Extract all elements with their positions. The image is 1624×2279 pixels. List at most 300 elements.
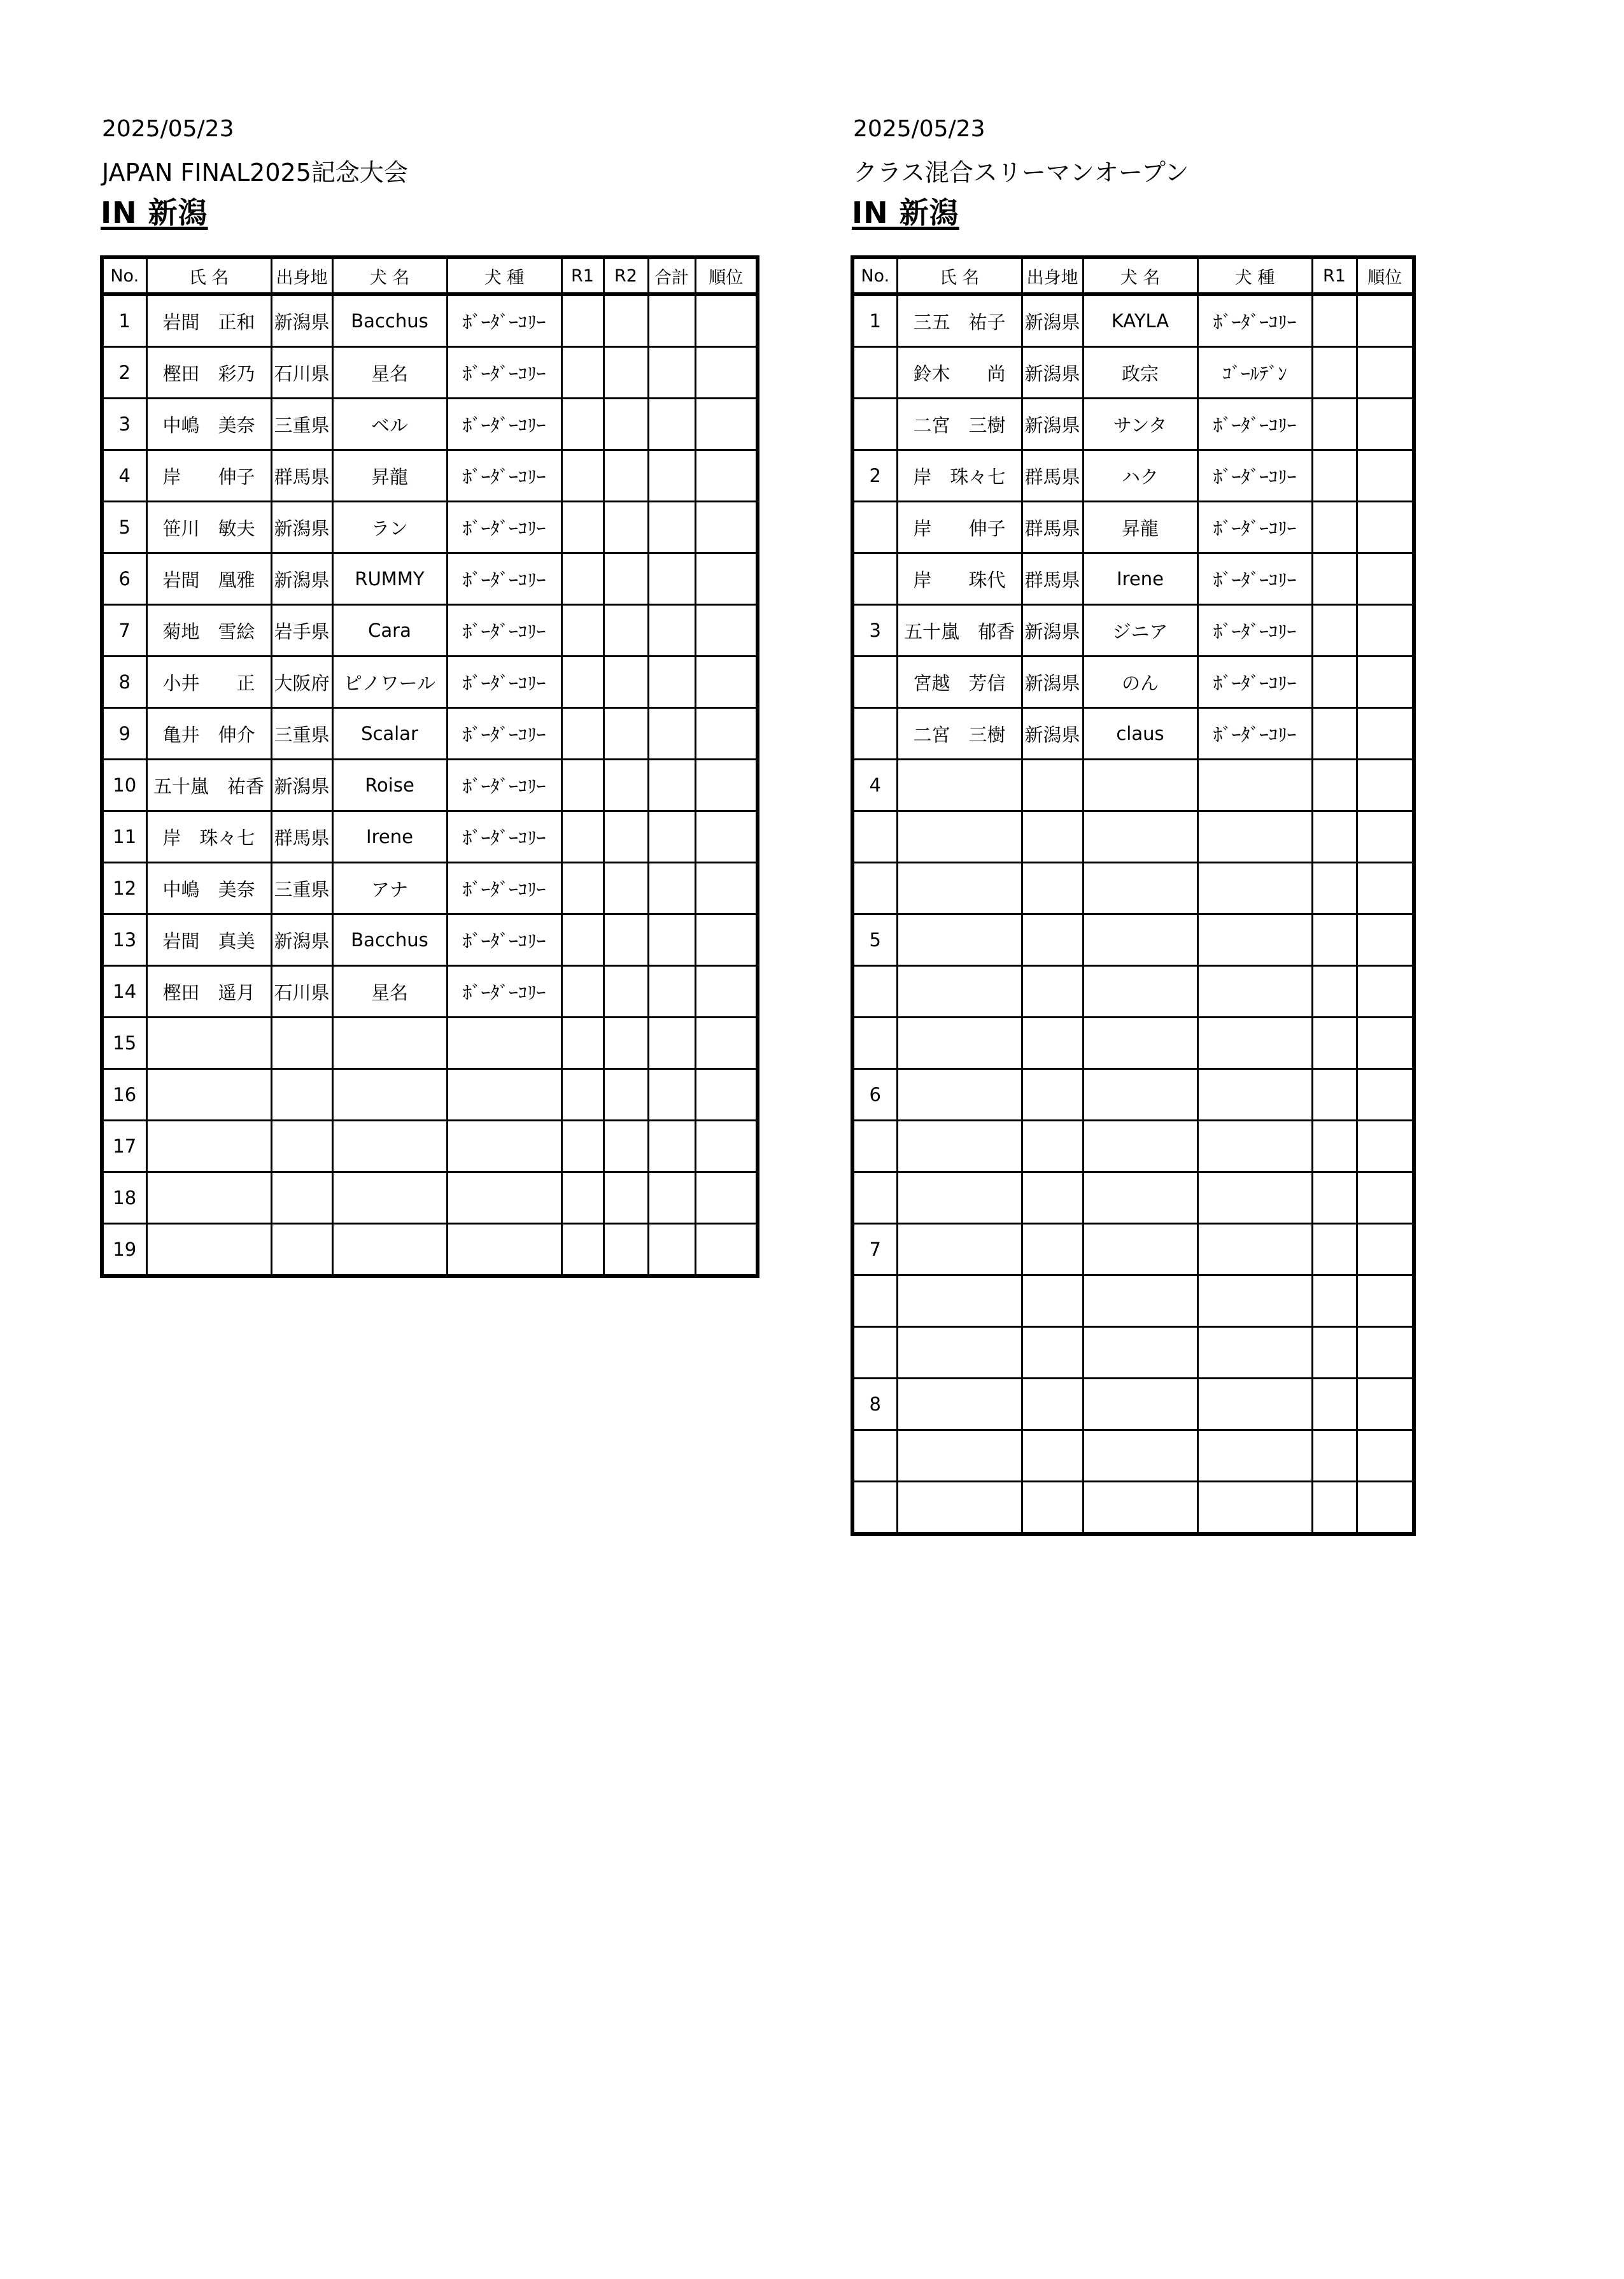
table-row bbox=[852, 863, 1414, 914]
origin-cell: 新潟県 bbox=[271, 553, 332, 605]
rank-cell bbox=[695, 760, 758, 811]
origin-cell: 新潟県 bbox=[1022, 347, 1083, 399]
no-cell bbox=[852, 1121, 897, 1172]
table-row bbox=[102, 605, 758, 657]
left-venue: IN 新潟 bbox=[101, 195, 208, 230]
rank-cell bbox=[1357, 760, 1414, 811]
r2-cell bbox=[604, 1172, 648, 1224]
dog-name-cell: のん bbox=[1083, 657, 1197, 708]
origin-cell bbox=[1022, 1327, 1083, 1379]
dog-name-cell bbox=[1083, 760, 1197, 811]
r2-cell bbox=[604, 450, 648, 502]
table-row bbox=[852, 657, 1414, 708]
name-cell: 岸 珠々七 bbox=[146, 811, 271, 863]
table-row bbox=[852, 1327, 1414, 1379]
no-cell bbox=[852, 863, 897, 914]
breed-cell: ﾎﾞｰﾀﾞｰｺﾘｰ bbox=[1197, 657, 1312, 708]
name-cell bbox=[897, 1430, 1022, 1482]
origin-cell: 大阪府 bbox=[271, 657, 332, 708]
table-row bbox=[852, 294, 1414, 347]
r1-cell bbox=[1312, 502, 1357, 553]
name-cell: 樫田 遥月 bbox=[146, 966, 271, 1018]
origin-cell: 新潟県 bbox=[271, 760, 332, 811]
breed-cell bbox=[1197, 760, 1312, 811]
r1-cell bbox=[1312, 1327, 1357, 1379]
total-cell bbox=[648, 1172, 695, 1224]
dog-name-cell: 星名 bbox=[332, 966, 447, 1018]
r2-cell bbox=[604, 502, 648, 553]
r2-cell bbox=[604, 966, 648, 1018]
breed-cell: ﾎﾞｰﾀﾞｰｺﾘｰ bbox=[1197, 708, 1312, 760]
table-row bbox=[102, 863, 758, 914]
origin-cell: 三重県 bbox=[271, 863, 332, 914]
origin-cell: 三重県 bbox=[271, 708, 332, 760]
name-cell bbox=[146, 1069, 271, 1121]
rank-cell bbox=[1357, 1018, 1414, 1069]
breed-cell: ﾎﾞｰﾀﾞｰｺﾘｰ bbox=[447, 450, 561, 502]
rank-cell bbox=[1357, 1379, 1414, 1430]
breed-cell: ﾎﾞｰﾀﾞｰｺﾘｰ bbox=[447, 811, 561, 863]
no-cell: 5 bbox=[852, 914, 897, 966]
dog-name-cell bbox=[1083, 1018, 1197, 1069]
left-date: 2025/05/23 bbox=[102, 116, 234, 142]
r2-cell bbox=[604, 1069, 648, 1121]
no-cell bbox=[852, 553, 897, 605]
table-row bbox=[102, 811, 758, 863]
total-cell bbox=[648, 605, 695, 657]
origin-cell: 新潟県 bbox=[271, 294, 332, 347]
table-row bbox=[852, 605, 1414, 657]
rank-cell bbox=[1357, 811, 1414, 863]
table-row bbox=[102, 1121, 758, 1172]
total-cell bbox=[648, 760, 695, 811]
table-row bbox=[102, 347, 758, 399]
table-row bbox=[852, 966, 1414, 1018]
no-cell bbox=[852, 811, 897, 863]
r1-cell bbox=[1312, 1482, 1357, 1535]
origin-cell bbox=[1022, 1482, 1083, 1535]
origin-cell bbox=[1022, 1430, 1083, 1482]
origin-cell: 新潟県 bbox=[1022, 657, 1083, 708]
origin-cell: 新潟県 bbox=[271, 914, 332, 966]
r1-cell bbox=[1312, 1275, 1357, 1327]
name-cell: 岩間 凰雅 bbox=[146, 553, 271, 605]
r1-cell bbox=[561, 1121, 604, 1172]
right-header-no: No. bbox=[852, 257, 897, 294]
rank-cell bbox=[1357, 966, 1414, 1018]
right-entry-table bbox=[851, 255, 1416, 1536]
no-cell bbox=[852, 1275, 897, 1327]
origin-cell bbox=[1022, 760, 1083, 811]
dog-name-cell: ベル bbox=[332, 399, 447, 450]
origin-cell: 新潟県 bbox=[271, 502, 332, 553]
name-cell: 岩間 正和 bbox=[146, 294, 271, 347]
origin-cell: 新潟県 bbox=[1022, 399, 1083, 450]
name-cell: 岩間 真美 bbox=[146, 914, 271, 966]
name-cell bbox=[897, 1172, 1022, 1224]
dog-name-cell: Scalar bbox=[332, 708, 447, 760]
breed-cell bbox=[1197, 1430, 1312, 1482]
breed-cell: ﾎﾞｰﾀﾞｰｺﾘｰ bbox=[1197, 294, 1312, 347]
name-cell: 中嶋 美奈 bbox=[146, 399, 271, 450]
left-header-no: No. bbox=[102, 257, 146, 294]
left-header-breed: 犬 種 bbox=[447, 257, 561, 294]
left-header-r2: R2 bbox=[604, 257, 648, 294]
rank-cell bbox=[695, 502, 758, 553]
table-row bbox=[102, 760, 758, 811]
no-cell: 10 bbox=[102, 760, 146, 811]
dog-name-cell: Bacchus bbox=[332, 914, 447, 966]
name-cell: 五十嵐 祐香 bbox=[146, 760, 271, 811]
dog-name-cell bbox=[1083, 1224, 1197, 1275]
table-row bbox=[102, 914, 758, 966]
table-row bbox=[852, 1172, 1414, 1224]
rank-cell bbox=[695, 450, 758, 502]
origin-cell bbox=[271, 1069, 332, 1121]
r1-cell bbox=[561, 502, 604, 553]
table-row bbox=[852, 450, 1414, 502]
name-cell: 岸 伸子 bbox=[897, 502, 1022, 553]
table-row bbox=[852, 347, 1414, 399]
rank-cell bbox=[1357, 1224, 1414, 1275]
no-cell: 3 bbox=[852, 605, 897, 657]
left-header-total: 合計 bbox=[648, 257, 695, 294]
name-cell bbox=[897, 1379, 1022, 1430]
origin-cell bbox=[1022, 1379, 1083, 1430]
table-row bbox=[102, 657, 758, 708]
origin-cell: 群馬県 bbox=[1022, 450, 1083, 502]
no-cell bbox=[852, 399, 897, 450]
rank-cell bbox=[1357, 657, 1414, 708]
dog-name-cell: Bacchus bbox=[332, 294, 447, 347]
origin-cell: 群馬県 bbox=[1022, 502, 1083, 553]
total-cell bbox=[648, 1018, 695, 1069]
no-cell: 4 bbox=[102, 450, 146, 502]
rank-cell bbox=[1357, 399, 1414, 450]
rank-cell bbox=[695, 553, 758, 605]
name-cell: 二宮 三樹 bbox=[897, 708, 1022, 760]
r2-cell bbox=[604, 1224, 648, 1277]
rank-cell bbox=[1357, 1430, 1414, 1482]
origin-cell bbox=[1022, 1121, 1083, 1172]
r1-cell bbox=[1312, 399, 1357, 450]
name-cell bbox=[897, 760, 1022, 811]
table-row bbox=[102, 1069, 758, 1121]
name-cell: 岸 珠々七 bbox=[897, 450, 1022, 502]
breed-cell: ﾎﾞｰﾀﾞｰｺﾘｰ bbox=[447, 605, 561, 657]
breed-cell: ﾎﾞｰﾀﾞｰｺﾘｰ bbox=[447, 760, 561, 811]
origin-cell: 石川県 bbox=[271, 966, 332, 1018]
breed-cell bbox=[1197, 1379, 1312, 1430]
right-header-rank: 順位 bbox=[1357, 257, 1414, 294]
breed-cell: ﾎﾞｰﾀﾞｰｺﾘｰ bbox=[1197, 605, 1312, 657]
no-cell: 2 bbox=[102, 347, 146, 399]
no-cell: 17 bbox=[102, 1121, 146, 1172]
no-cell: 18 bbox=[102, 1172, 146, 1224]
dog-name-cell bbox=[1083, 863, 1197, 914]
r1-cell bbox=[1312, 1069, 1357, 1121]
r2-cell bbox=[604, 657, 648, 708]
r1-cell bbox=[1312, 760, 1357, 811]
table-row bbox=[102, 1018, 758, 1069]
rank-cell bbox=[1357, 605, 1414, 657]
breed-cell: ﾎﾞｰﾀﾞｰｺﾘｰ bbox=[447, 966, 561, 1018]
r1-cell bbox=[1312, 347, 1357, 399]
rank-cell bbox=[695, 1069, 758, 1121]
breed-cell: ﾎﾞｰﾀﾞｰｺﾘｰ bbox=[447, 863, 561, 914]
total-cell bbox=[648, 863, 695, 914]
breed-cell bbox=[1197, 1327, 1312, 1379]
rank-cell bbox=[1357, 1069, 1414, 1121]
r1-cell bbox=[561, 863, 604, 914]
rank-cell bbox=[695, 294, 758, 347]
total-cell bbox=[648, 1224, 695, 1277]
r1-cell bbox=[1312, 450, 1357, 502]
breed-cell bbox=[1197, 914, 1312, 966]
origin-cell: 三重県 bbox=[271, 399, 332, 450]
no-cell: 4 bbox=[852, 760, 897, 811]
dog-name-cell: ジニア bbox=[1083, 605, 1197, 657]
total-cell bbox=[648, 966, 695, 1018]
dog-name-cell bbox=[1083, 966, 1197, 1018]
r1-cell bbox=[561, 347, 604, 399]
origin-cell bbox=[1022, 1275, 1083, 1327]
r2-cell bbox=[604, 811, 648, 863]
breed-cell bbox=[1197, 1069, 1312, 1121]
origin-cell: 石川県 bbox=[271, 347, 332, 399]
left-header-r1: R1 bbox=[561, 257, 604, 294]
name-cell bbox=[897, 1069, 1022, 1121]
table-row bbox=[102, 502, 758, 553]
dog-name-cell bbox=[332, 1069, 447, 1121]
no-cell bbox=[852, 966, 897, 1018]
table-row bbox=[852, 914, 1414, 966]
breed-cell bbox=[1197, 1172, 1312, 1224]
breed-cell bbox=[1197, 966, 1312, 1018]
r2-cell bbox=[604, 294, 648, 347]
breed-cell bbox=[447, 1069, 561, 1121]
total-cell bbox=[648, 1121, 695, 1172]
table-row bbox=[102, 553, 758, 605]
name-cell bbox=[146, 1018, 271, 1069]
no-cell: 8 bbox=[852, 1379, 897, 1430]
dog-name-cell bbox=[332, 1224, 447, 1277]
no-cell: 6 bbox=[852, 1069, 897, 1121]
dog-name-cell: ハク bbox=[1083, 450, 1197, 502]
origin-cell bbox=[1022, 1018, 1083, 1069]
rank-cell bbox=[695, 863, 758, 914]
r2-cell bbox=[604, 863, 648, 914]
no-cell: 2 bbox=[852, 450, 897, 502]
rank-cell bbox=[1357, 863, 1414, 914]
breed-cell: ﾎﾞｰﾀﾞｰｺﾘｰ bbox=[447, 347, 561, 399]
rank-cell bbox=[695, 399, 758, 450]
dog-name-cell: RUMMY bbox=[332, 553, 447, 605]
name-cell bbox=[897, 914, 1022, 966]
left-header-rank: 順位 bbox=[695, 257, 758, 294]
no-cell bbox=[852, 1018, 897, 1069]
rank-cell bbox=[695, 1121, 758, 1172]
table-row bbox=[852, 1430, 1414, 1482]
rank-cell bbox=[1357, 708, 1414, 760]
rank-cell bbox=[695, 1018, 758, 1069]
breed-cell: ｺﾞｰﾙﾃﾞﾝ bbox=[1197, 347, 1312, 399]
r1-cell bbox=[1312, 1430, 1357, 1482]
no-cell bbox=[852, 1327, 897, 1379]
no-cell: 5 bbox=[102, 502, 146, 553]
dog-name-cell bbox=[1083, 1275, 1197, 1327]
no-cell bbox=[852, 708, 897, 760]
no-cell bbox=[852, 1172, 897, 1224]
table-row bbox=[102, 1224, 758, 1277]
origin-cell: 群馬県 bbox=[271, 450, 332, 502]
r2-cell bbox=[604, 708, 648, 760]
r1-cell bbox=[561, 657, 604, 708]
r1-cell bbox=[561, 1018, 604, 1069]
table-row bbox=[852, 1069, 1414, 1121]
name-cell bbox=[897, 1327, 1022, 1379]
name-cell bbox=[897, 966, 1022, 1018]
name-cell bbox=[897, 1482, 1022, 1535]
rank-cell bbox=[695, 347, 758, 399]
breed-cell: ﾎﾞｰﾀﾞｰｺﾘｰ bbox=[447, 294, 561, 347]
name-cell bbox=[897, 811, 1022, 863]
breed-cell: ﾎﾞｰﾀﾞｰｺﾘｰ bbox=[447, 914, 561, 966]
dog-name-cell bbox=[1083, 1379, 1197, 1430]
r1-cell bbox=[1312, 605, 1357, 657]
r2-cell bbox=[604, 399, 648, 450]
origin-cell bbox=[1022, 914, 1083, 966]
no-cell: 11 bbox=[102, 811, 146, 863]
total-cell bbox=[648, 399, 695, 450]
rank-cell bbox=[1357, 1482, 1414, 1535]
origin-cell bbox=[271, 1172, 332, 1224]
name-cell: 樫田 彩乃 bbox=[146, 347, 271, 399]
no-cell: 9 bbox=[102, 708, 146, 760]
r2-cell bbox=[604, 553, 648, 605]
no-cell: 13 bbox=[102, 914, 146, 966]
right-header-origin: 出身地 bbox=[1022, 257, 1083, 294]
origin-cell bbox=[1022, 1172, 1083, 1224]
name-cell: 笹川 敏夫 bbox=[146, 502, 271, 553]
dog-name-cell bbox=[1083, 1121, 1197, 1172]
no-cell: 15 bbox=[102, 1018, 146, 1069]
r1-cell bbox=[1312, 1224, 1357, 1275]
no-cell bbox=[852, 1482, 897, 1535]
table-row bbox=[852, 1018, 1414, 1069]
breed-cell bbox=[1197, 1482, 1312, 1535]
r1-cell bbox=[1312, 1018, 1357, 1069]
name-cell: 菊地 雪絵 bbox=[146, 605, 271, 657]
table-row bbox=[852, 553, 1414, 605]
breed-cell bbox=[1197, 811, 1312, 863]
r2-cell bbox=[604, 347, 648, 399]
r1-cell bbox=[561, 553, 604, 605]
dog-name-cell: KAYLA bbox=[1083, 294, 1197, 347]
right-venue: IN 新潟 bbox=[852, 195, 959, 230]
r1-cell bbox=[1312, 1379, 1357, 1430]
origin-cell bbox=[271, 1018, 332, 1069]
name-cell bbox=[897, 1018, 1022, 1069]
r1-cell bbox=[561, 1069, 604, 1121]
breed-cell: ﾎﾞｰﾀﾞｰｺﾘｰ bbox=[447, 502, 561, 553]
dog-name-cell: 昇龍 bbox=[332, 450, 447, 502]
rank-cell bbox=[695, 966, 758, 1018]
rank-cell bbox=[695, 914, 758, 966]
name-cell bbox=[146, 1224, 271, 1277]
total-cell bbox=[648, 811, 695, 863]
breed-cell: ﾎﾞｰﾀﾞｰｺﾘｰ bbox=[1197, 399, 1312, 450]
name-cell: 岸 伸子 bbox=[146, 450, 271, 502]
origin-cell bbox=[1022, 1069, 1083, 1121]
origin-cell: 新潟県 bbox=[1022, 708, 1083, 760]
no-cell: 8 bbox=[102, 657, 146, 708]
name-cell: 三五 祐子 bbox=[897, 294, 1022, 347]
rank-cell bbox=[1357, 1121, 1414, 1172]
breed-cell: ﾎﾞｰﾀﾞｰｺﾘｰ bbox=[1197, 502, 1312, 553]
dog-name-cell: ラン bbox=[332, 502, 447, 553]
name-cell: 亀井 伸介 bbox=[146, 708, 271, 760]
table-row bbox=[102, 966, 758, 1018]
origin-cell bbox=[1022, 863, 1083, 914]
table-row bbox=[852, 502, 1414, 553]
r1-cell bbox=[561, 450, 604, 502]
origin-cell bbox=[1022, 1224, 1083, 1275]
breed-cell bbox=[447, 1121, 561, 1172]
table-row bbox=[102, 708, 758, 760]
breed-cell bbox=[1197, 1018, 1312, 1069]
dog-name-cell: 星名 bbox=[332, 347, 447, 399]
table-row bbox=[852, 1482, 1414, 1535]
origin-cell bbox=[271, 1224, 332, 1277]
breed-cell bbox=[1197, 1275, 1312, 1327]
left-header-dog-name: 犬 名 bbox=[332, 257, 447, 294]
r2-cell bbox=[604, 1121, 648, 1172]
rank-cell bbox=[695, 811, 758, 863]
dog-name-cell: Irene bbox=[332, 811, 447, 863]
rank-cell bbox=[695, 708, 758, 760]
breed-cell: ﾎﾞｰﾀﾞｰｺﾘｰ bbox=[447, 553, 561, 605]
no-cell bbox=[852, 502, 897, 553]
rank-cell bbox=[1357, 914, 1414, 966]
no-cell: 6 bbox=[102, 553, 146, 605]
rank-cell bbox=[695, 657, 758, 708]
total-cell bbox=[648, 450, 695, 502]
right-header-breed: 犬 種 bbox=[1197, 257, 1312, 294]
no-cell: 12 bbox=[102, 863, 146, 914]
rank-cell bbox=[695, 1172, 758, 1224]
table-row bbox=[102, 1172, 758, 1224]
no-cell bbox=[852, 347, 897, 399]
dog-name-cell bbox=[1083, 914, 1197, 966]
no-cell: 19 bbox=[102, 1224, 146, 1277]
name-cell: 二宮 三樹 bbox=[897, 399, 1022, 450]
r1-cell bbox=[1312, 863, 1357, 914]
r1-cell bbox=[561, 966, 604, 1018]
dog-name-cell: 政宗 bbox=[1083, 347, 1197, 399]
name-cell bbox=[897, 1224, 1022, 1275]
dog-name-cell bbox=[1083, 1482, 1197, 1535]
r1-cell bbox=[1312, 553, 1357, 605]
name-cell: 小井 正 bbox=[146, 657, 271, 708]
left-header-name: 氏 名 bbox=[146, 257, 271, 294]
r1-cell bbox=[561, 1224, 604, 1277]
breed-cell: ﾎﾞｰﾀﾞｰｺﾘｰ bbox=[1197, 553, 1312, 605]
rank-cell bbox=[1357, 347, 1414, 399]
breed-cell: ﾎﾞｰﾀﾞｰｺﾘｰ bbox=[447, 657, 561, 708]
rank-cell bbox=[1357, 1172, 1414, 1224]
no-cell: 7 bbox=[852, 1224, 897, 1275]
